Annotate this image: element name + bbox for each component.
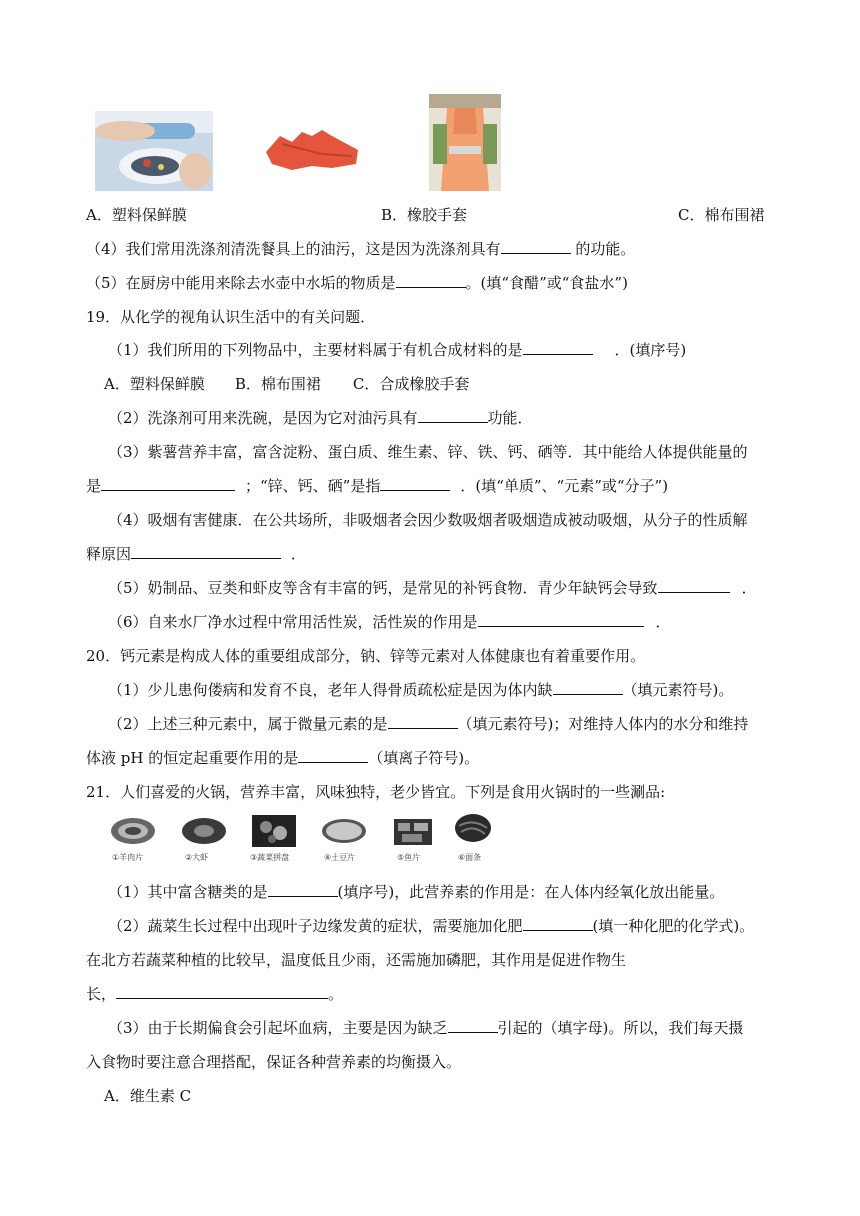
q21-part2-line2: 在北方若蔬菜种植的比较早，温度低且少雨，还需施加磷肥，其作用是促进作物生 [86,951,627,969]
option-c-label: C．棉布围裙 [678,206,765,224]
q19-part5: （5）奶制品、豆类和虾皮等含有丰富的钙，是常见的补钙食物．青少年缺钙会导致 ． [108,579,757,597]
q19-part3-line1: （3）紫薯营养丰富，富含淀粉、蛋白质、维生素、锌、铁、钙、硒等．其中能给人体提供能量的 [108,443,748,461]
answer-blank[interactable] [101,476,235,491]
q19-part4-line2: 释原因 ． [86,545,307,563]
q18-part5: （5）在厨房中能用来除去水壶中水垢的物质是 。(填“食醋”或“食盐水”) [86,274,628,292]
answer-blank[interactable] [448,1018,498,1033]
vegetable-platter-image [252,815,296,847]
fish-slices-image [392,815,434,847]
answer-blank[interactable] [116,984,328,999]
answer-blank[interactable] [396,273,466,288]
q21-part1: （1）其中富含糖类的是 (填序号)，此营养素的作用是：在人体内经氧化放出能量。 [108,883,725,901]
shrimp-image [180,815,228,847]
answer-blank[interactable] [523,916,593,931]
q21-title: 21．人们喜爱的火锅，营养丰富，风味独特，老少皆宜。下列是食用火锅时的一些涮品: [86,783,666,801]
apron-image [429,94,501,191]
answer-blank[interactable] [658,578,730,593]
answer-blank[interactable] [388,714,458,729]
q20-part2-line2: 体液 pH 的恒定起重要作用的是 （填离子符号)。 [86,749,480,767]
food-caption: ⑤鱼片 [397,853,421,862]
q21-part2-line1: （2）蔬菜生长过程中出现叶子边缘发黄的症状，需要施加化肥 (填一种化肥的化学式)。 [108,917,755,935]
q19-part2: （2）洗涤剂可用来洗碗，是因为它对油污具有 功能． [108,409,533,427]
q19-options: A．塑料保鲜膜 B．棉布围裙 C．合成橡胶手套 [104,375,470,393]
q19-part1: （1）我们所用的下列物品中，主要材料属于有机合成材料的是 ．(填序号) [108,341,687,359]
answer-blank[interactable] [418,408,488,423]
mutton-slices-image [108,815,158,847]
answer-blank[interactable] [501,239,571,254]
q21-option-a: A．维生素 C [104,1087,192,1105]
plastic-wrap-image [95,111,213,191]
answer-blank[interactable] [298,748,368,763]
option-b-label: B．橡胶手套 [381,206,468,224]
noodles-image [453,812,493,844]
food-caption: ③蔬菜拼盘 [250,853,290,862]
answer-blank[interactable] [380,476,450,491]
q21-part3-line2: 入食物时要注意合理搭配，保证各种营养素的均衡摄入。 [86,1053,462,1071]
food-caption: ⑥面条 [458,853,482,862]
q19-part3-line2: 是 ；“锌、钙、硒”是指 ．(填“单质”、“元素”或“分子”) [86,477,669,495]
q19-title: 19．从化学的视角认识生活中的有关问题． [86,308,376,326]
q20-part2-line1: （2）上述三种元素中，属于微量元素的是 （填元素符号)；对维持人体内的水分和维持 [108,715,749,733]
answer-blank[interactable] [268,882,338,897]
answer-blank[interactable] [523,340,593,355]
rubber-glove-image [262,124,364,174]
q21-part3-line1: （3）由于长期偏食会引起坏血病，主要是因为缺乏 引起的（填字母)。所以，我们每天摄 [108,1019,744,1037]
food-caption: ④土豆片 [324,853,356,862]
answer-blank[interactable] [478,612,644,627]
answer-blank[interactable] [131,544,281,559]
option-a-label: A．塑料保鲜膜 [86,206,187,224]
potato-slices-image [320,815,368,847]
q18-part4: （4）我们常用洗涤剂清洗餐具上的油污，这是因为洗涤剂具有 的功能。 [86,240,636,258]
food-caption: ②大虾 [185,853,209,862]
q19-part4-line1: （4）吸烟有害健康．在公共场所，非吸烟者会因少数吸烟者吸烟造成被动吸烟，从分子的性质解 [108,511,748,529]
q19-part6: （6）自来水厂净水过程中常用活性炭，活性炭的作用是 ． [108,613,671,631]
food-caption: ①羊肉片 [112,853,144,862]
answer-blank[interactable] [553,680,623,695]
q21-part2-line3: 长， 。 [86,985,344,1003]
q20-part1: （1）少儿患佝偻病和发育不良，老年人得骨质疏松症是因为体内缺 （填元素符号)。 [108,681,734,699]
q20-title: 20．钙元素是构成人体的重要组成部分，钠、锌等元素对人体健康也有着重要作用。 [86,647,646,665]
